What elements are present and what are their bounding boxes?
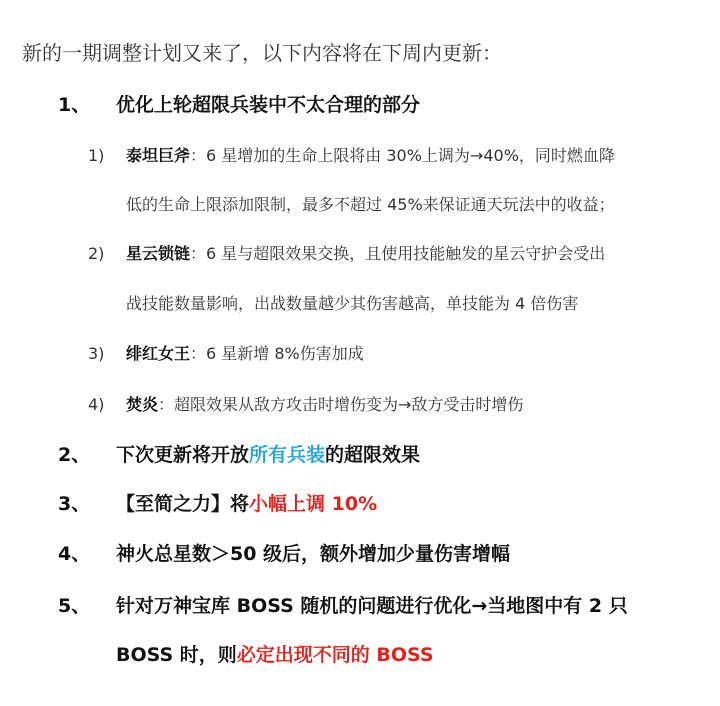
intro-text: 新的一期调整计划又来了，以下内容将在下周内更新： xyxy=(22,41,502,65)
equipment-name: 星云锁链 xyxy=(126,244,191,263)
item-number: 3、 xyxy=(58,493,91,515)
item-number: 5、 xyxy=(58,595,91,617)
list-item-3 xyxy=(58,489,377,516)
item-title: 优化上轮超限兵装中不太合理的部分 xyxy=(116,94,421,116)
sub-item-1-continuation: 低的生命上限添加限制，最多不超过 45%来保证通天玩法中的收益； xyxy=(126,195,615,214)
equipment-name: 泰坦巨斧 xyxy=(126,146,191,165)
sub-item-1 xyxy=(88,143,615,166)
equipment-name: 焚炎 xyxy=(126,395,159,414)
item-number: 2、 xyxy=(58,444,91,466)
highlight-text: 小幅上调 10% xyxy=(249,493,378,515)
sub-item-2-continuation: 战技能数量影响，出战数量越少其伤害越高，单技能为 4 倍伤害 xyxy=(126,294,579,313)
sub-text: ：6 星增加的生命上限将由 30%上调为→40%，同时燃血降 xyxy=(190,146,615,165)
sub-number: 2) xyxy=(88,244,105,263)
sub-number: 4) xyxy=(88,395,105,414)
sub-number: 3) xyxy=(88,344,105,363)
list-item-5-continuation xyxy=(116,640,434,667)
item-text: 神火总星数＞50 级后，额外增加少量伤害增幅 xyxy=(116,543,511,565)
item-number: 1、 xyxy=(58,94,91,116)
sub-item-4 xyxy=(88,392,523,415)
list-item-1 xyxy=(58,90,420,117)
sub-text: ：6 星新增 8%伤害加成 xyxy=(190,344,364,363)
highlight-text: 必定出现不同的 BOSS xyxy=(236,644,434,666)
item-text-post: 的超限效果 xyxy=(325,444,421,466)
list-item-2 xyxy=(58,440,420,467)
item-number: 4、 xyxy=(58,543,91,565)
sub-number: 1) xyxy=(88,146,105,165)
item-text-pre: 下次更新将开放 xyxy=(116,444,250,466)
highlight-text: 所有兵装 xyxy=(249,444,326,466)
sub-text: ：超限效果从敌方攻击时增伤变为→敌方受击时增伤 xyxy=(158,395,524,414)
sub-item-3 xyxy=(88,341,364,364)
item-text: 针对万神宝库 BOSS 随机的问题进行优化→当地图中有 2 只 xyxy=(116,595,628,617)
list-item-4 xyxy=(58,539,510,566)
item-text-pre: BOSS 时，则 xyxy=(116,644,237,666)
item-text-pre: 【至简之力】将 xyxy=(116,493,250,515)
sub-text: ：6 星与超限效果交换，且使用技能触发的星云守护会受出 xyxy=(190,244,606,263)
equipment-name: 绯红女王 xyxy=(126,344,191,363)
list-item-5 xyxy=(58,591,628,618)
sub-item-2 xyxy=(88,241,605,264)
